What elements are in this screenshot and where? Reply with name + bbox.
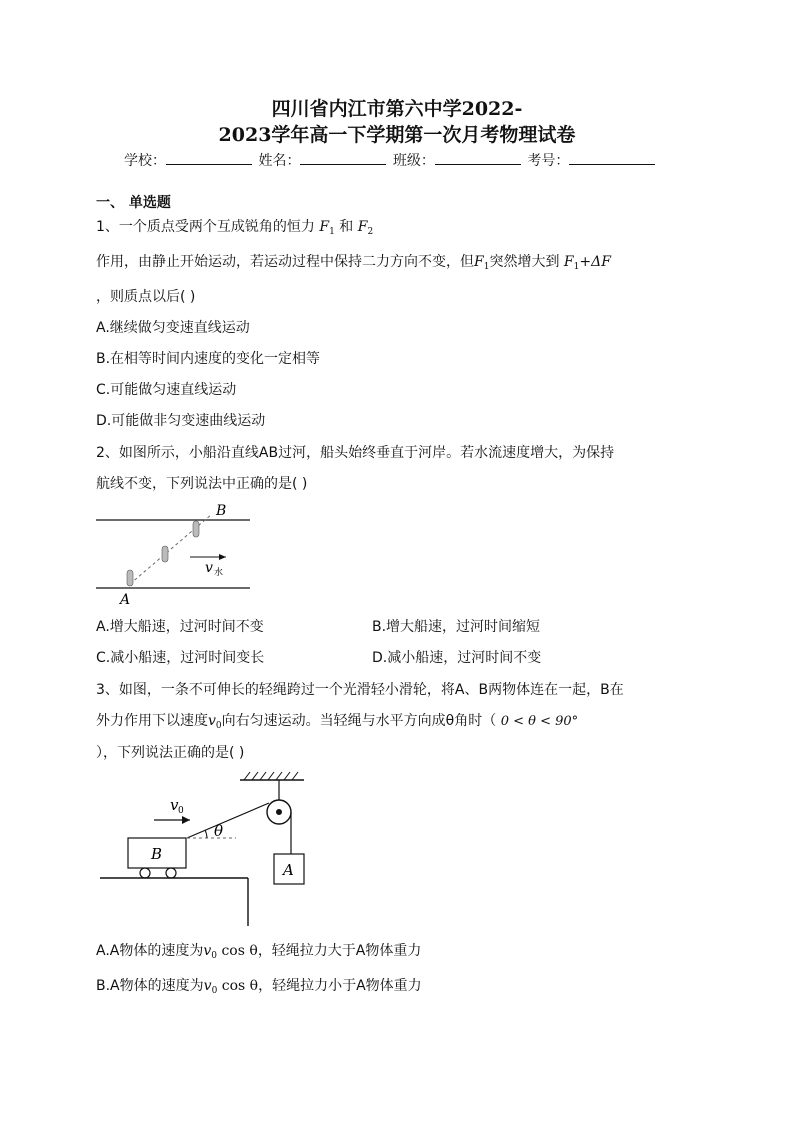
- q1-f1: F: [319, 219, 330, 235]
- name-field[interactable]: [300, 152, 386, 165]
- q3-stem-line3: ），下列说法正确的是( ): [96, 745, 245, 761]
- q2-river-figure: [92, 500, 262, 610]
- class-label: 班级：: [392, 153, 435, 169]
- q2-option-c[interactable]: C.减小船速，过河时间变长: [96, 650, 265, 666]
- q1-stem-line3: ，则质点以后( ): [96, 289, 196, 305]
- q3-option-a-cos: cos θ: [217, 943, 258, 959]
- label-theta: θ: [214, 822, 224, 840]
- q2-option-a[interactable]: A.增大船速，过河时间不变: [96, 619, 264, 635]
- q2-stem-line1: 2、如图所示，小船沿直线AB过河，船头始终垂直于河岸。若水流速度增大，为保持: [96, 445, 615, 461]
- q3-range: 0 < θ < 90°: [500, 714, 579, 729]
- q3-option-b-v: v: [203, 978, 212, 994]
- student-info-row: [124, 150, 657, 170]
- q3-option-b-cos: cos θ: [217, 978, 259, 994]
- q3-option-b-head: B.A物体的速度为: [96, 978, 204, 994]
- q1-stem-b: 作用，由静止开始运动，若运动过程中保持二力方向不变，但: [96, 254, 474, 270]
- label-a: A: [120, 592, 131, 608]
- q1-stem-b2: 突然增大到: [489, 254, 560, 270]
- q1-stem-a: 1、一个质点受两个互成锐角的恒力: [96, 219, 315, 235]
- q3-stem-line1: 3、如图，一条不可伸长的轻绳跨过一个光滑轻小滑轮，将A、B两物体连在一起，B在: [96, 682, 624, 698]
- q1-f1-b: F: [563, 254, 574, 270]
- angle-arc: [205, 830, 207, 838]
- label-v: v: [205, 560, 213, 576]
- q3-option-a-v: v: [203, 943, 212, 959]
- q1-stem-line2: [96, 251, 611, 272]
- class-field[interactable]: [435, 152, 521, 165]
- q2-option-d[interactable]: D.减小船速，过河时间不变: [372, 650, 542, 666]
- q3-stem-line2: [96, 710, 578, 731]
- q3-option-a-head: A.A物体的速度为: [96, 943, 204, 959]
- section-heading: 一、 单选题: [96, 195, 171, 211]
- q1-f1-plus: +ΔF: [579, 254, 611, 270]
- label-a: A: [283, 861, 294, 879]
- pulley-axle: [276, 809, 282, 815]
- q3-option-a[interactable]: [96, 940, 421, 961]
- q3-v0: v: [208, 713, 216, 729]
- q3-option-b[interactable]: [96, 975, 422, 996]
- velocity-arrow-head-icon: [182, 816, 190, 824]
- exam-title-line2: 2023学年高一下学期第一次月考物理试卷: [218, 124, 576, 146]
- q2-stem-line2: 航线不变，下列说法中正确的是( ): [96, 476, 308, 492]
- water-arrow-head-icon: [219, 554, 226, 560]
- q3-option-a-v-sub: 0: [211, 951, 218, 961]
- q3-option-b-tail: ，轻绳拉力小于A物体重力: [258, 978, 422, 994]
- path-ab-line: [130, 514, 212, 584]
- q1-option-d[interactable]: D.可能做非匀变速曲线运动: [96, 413, 266, 429]
- q3-option-a-tail: ，轻绳拉力大于A物体重力: [257, 943, 422, 959]
- number-label: 考号：: [527, 153, 570, 169]
- q1-and: 和: [339, 219, 354, 235]
- school-field[interactable]: [166, 152, 252, 165]
- q1-option-b[interactable]: B.在相等时间内速度的变化一定相等: [96, 351, 321, 367]
- q3-option-b-v-sub: 0: [211, 986, 218, 996]
- q1-f2-sub: 2: [367, 227, 374, 237]
- q1-f2: F: [357, 219, 368, 235]
- q1-option-c[interactable]: C.可能做匀速直线运动: [96, 382, 237, 398]
- number-field[interactable]: [569, 152, 655, 165]
- rope-slanted: [187, 803, 269, 838]
- boat-icon: [127, 521, 199, 586]
- name-label: 姓名：: [258, 153, 301, 169]
- q2-option-b[interactable]: B.增大船速，过河时间缩短: [372, 619, 541, 635]
- q3-pulley-figure: [96, 770, 316, 930]
- label-v0-sub: 0: [178, 806, 184, 816]
- q1-f1-inline: F: [474, 254, 484, 270]
- q1-f1-inline-sub: 1: [483, 262, 490, 272]
- label-v-sub: 水: [214, 568, 224, 578]
- label-v0: v: [170, 796, 179, 814]
- q3-stem-b2: 向右匀速运动。当轻绳与水平方向成θ角时（: [221, 713, 497, 729]
- q3-v0-sub: 0: [215, 721, 222, 731]
- q1-option-a[interactable]: A.继续做匀变速直线运动: [96, 320, 250, 336]
- school-label: 学校：: [124, 153, 166, 169]
- wheel-right: [166, 868, 176, 878]
- ceiling-hatch: [244, 772, 298, 780]
- wheel-left: [140, 868, 150, 878]
- q1-stem-line1: [96, 216, 373, 237]
- q3-stem-b1: 外力作用下以速度: [96, 713, 208, 729]
- label-b: B: [216, 503, 227, 519]
- label-b: B: [151, 845, 163, 863]
- q1-f1-sub: 1: [329, 227, 335, 237]
- exam-title-line1: 四川省内江市第六中学2022-: [271, 98, 523, 120]
- q1-f1-b-sub: 1: [573, 262, 580, 272]
